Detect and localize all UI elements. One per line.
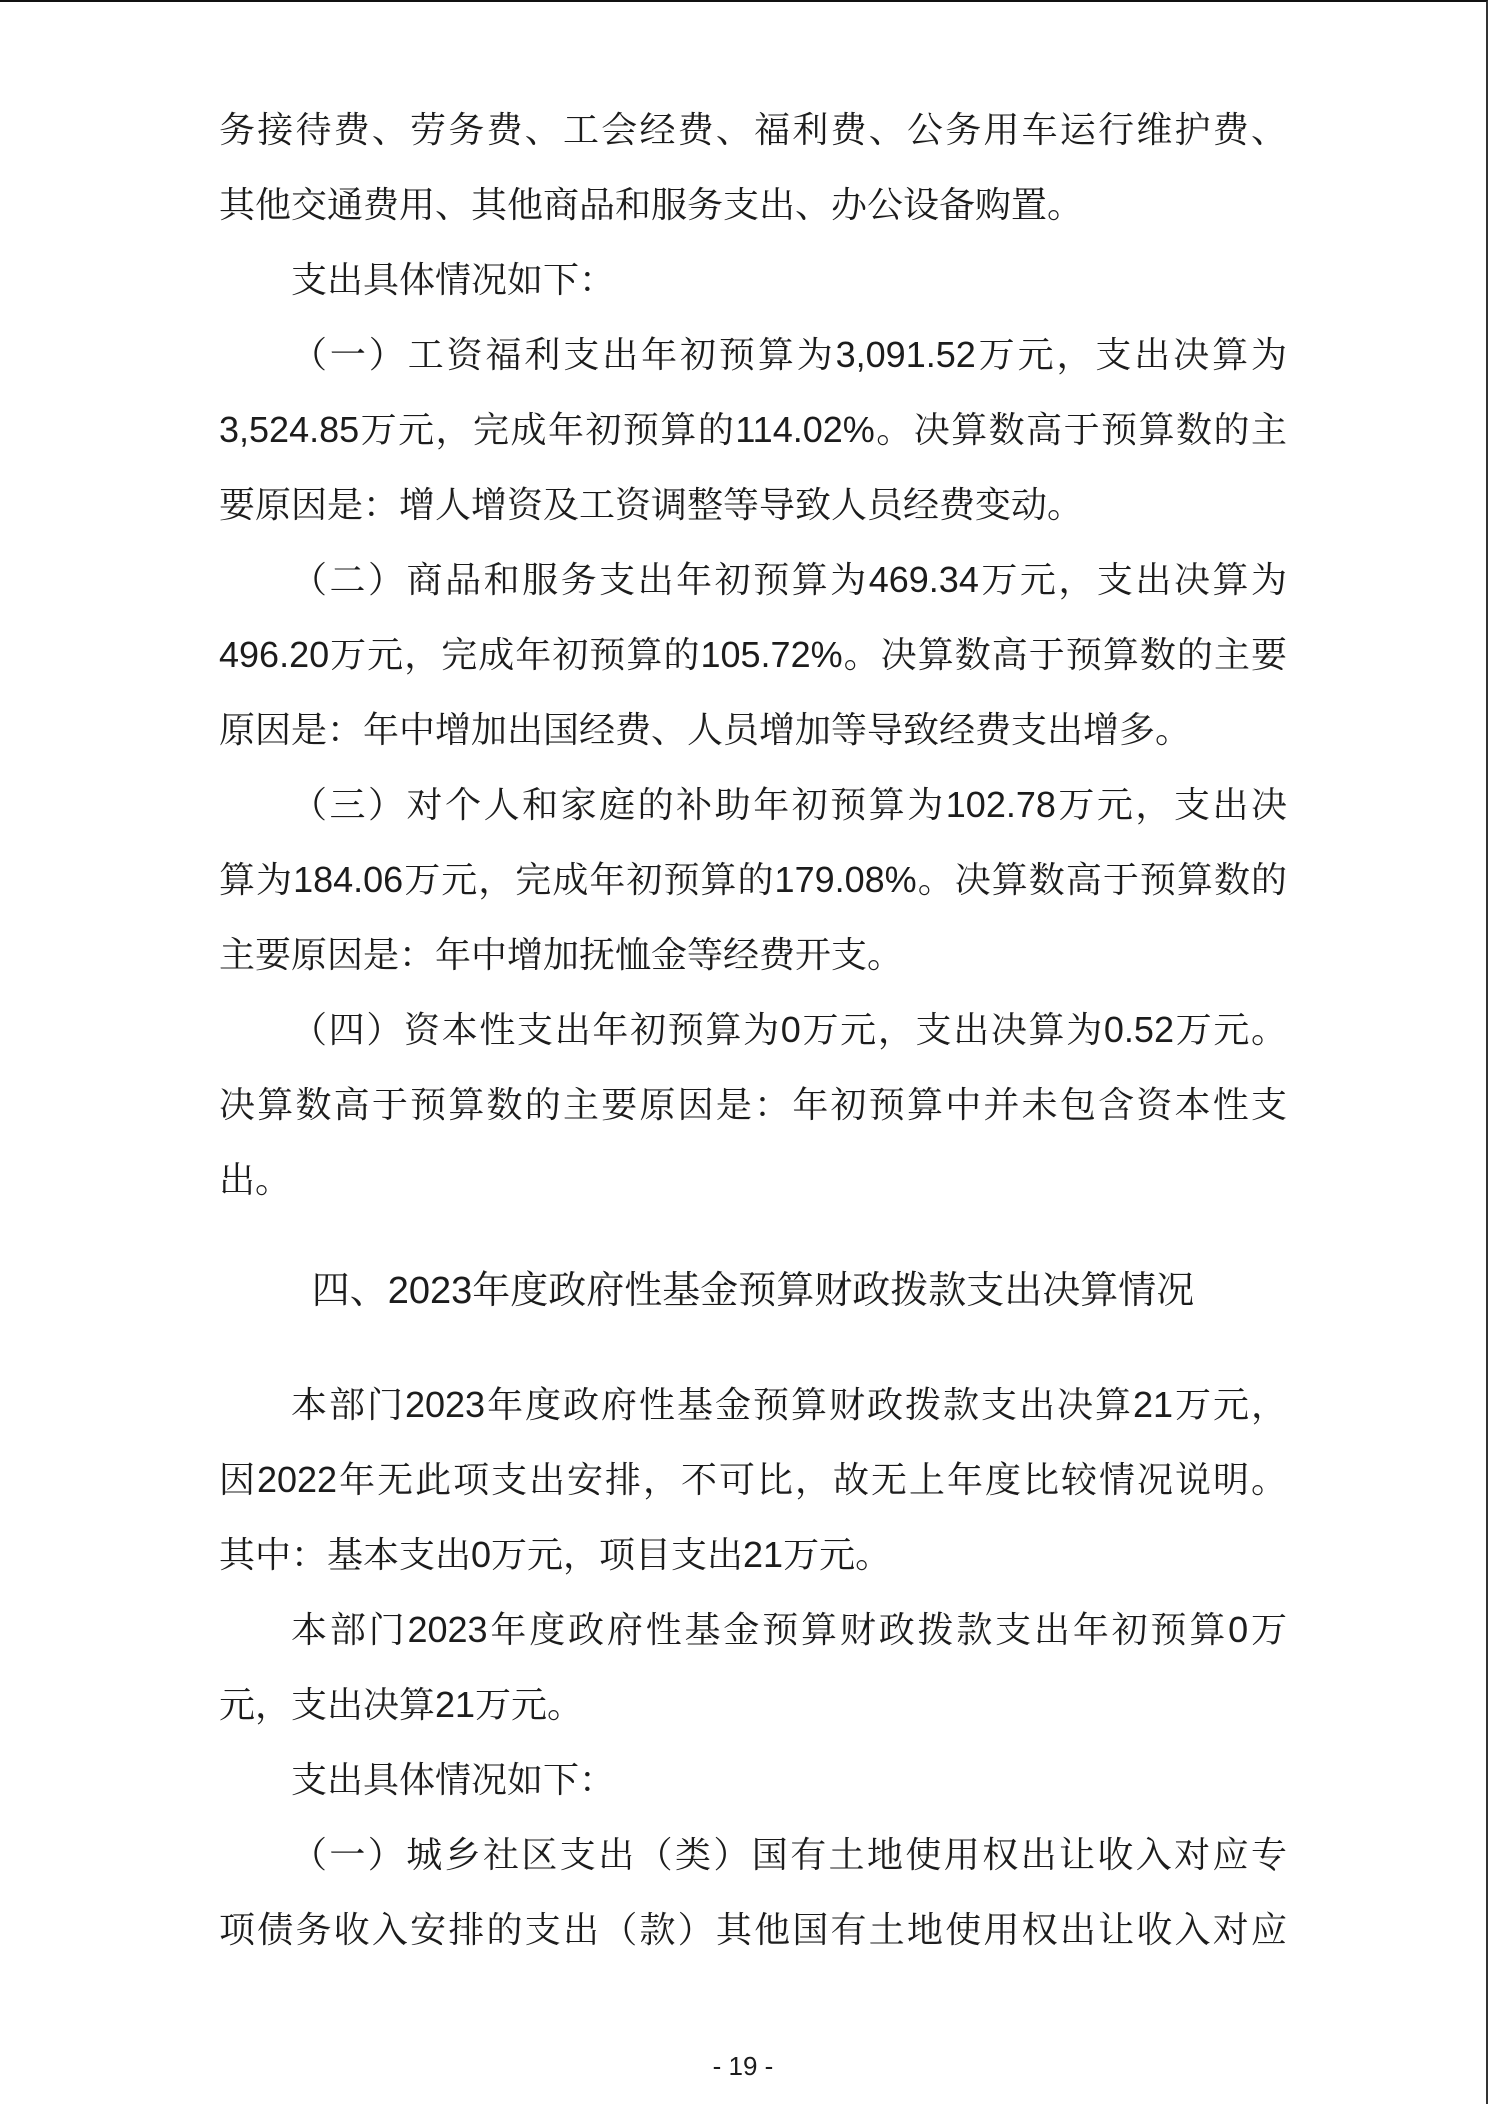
paragraph bbox=[219, 242, 1287, 317]
paragraph bbox=[219, 1742, 1287, 1817]
text-line: 要原因是：增人增资及工资调整等导致人员经费变动。 bbox=[219, 484, 1084, 525]
paragraph bbox=[219, 767, 1287, 992]
text-line: （一）工资福利支出年初预算为3,091.52万元，支出决算为 bbox=[291, 334, 1287, 375]
text-line: （二）商品和服务支出年初预算为469.34万元，支出决算为 bbox=[291, 559, 1287, 600]
text-line: 本部门2023年度政府性基金预算财政拨款支出年初预算0万 bbox=[291, 1609, 1287, 1650]
paragraph bbox=[219, 317, 1287, 542]
paragraph bbox=[219, 1592, 1287, 1742]
page-number: - 19 - bbox=[712, 2051, 774, 2081]
text-line: 本部门2023年度政府性基金预算财政拨款支出决算21万元， bbox=[291, 1384, 1287, 1425]
text-line: 支出具体情况如下： bbox=[291, 1759, 616, 1800]
text-line: 496.20万元，完成年初预算的105.72%。决算数高于预算数的主要 bbox=[219, 634, 1287, 675]
text-line: （一）城乡社区支出（类）国有土地使用权出让收入对应专 bbox=[291, 1834, 1287, 1875]
text-line: 3,524.85万元，完成年初预算的114.02%。决算数高于预算数的主 bbox=[219, 409, 1287, 450]
text-line: 决算数高于预算数的主要原因是：年初预算中并未包含资本性支 bbox=[219, 1084, 1287, 1125]
text-line: 项债务收入安排的支出（款）其他国有土地使用权出让收入对应 bbox=[219, 1909, 1287, 1950]
paragraph bbox=[219, 1817, 1287, 1967]
text-line: 原因是：年中增加出国经费、人员增加等导致经费支出增多。 bbox=[219, 709, 1192, 750]
text-line: 务接待费、劳务费、工会经费、福利费、公务用车运行维护费、 bbox=[219, 109, 1287, 150]
text-line: 因2022年无此项支出安排，不可比，故无上年度比较情况说明。 bbox=[219, 1459, 1287, 1500]
body-column bbox=[219, 92, 1287, 1967]
text-line: （四）资本性支出年初预算为0万元，支出决算为0.52万元。 bbox=[291, 1009, 1287, 1050]
text-line: 其他交通费用、其他商品和服务支出、办公设备购置。 bbox=[219, 184, 1084, 225]
text-line: 元，支出决算21万元。 bbox=[219, 1684, 584, 1725]
paragraph bbox=[219, 542, 1287, 767]
section-heading: 四、2023年度政府性基金预算财政拨款支出决算情况 bbox=[311, 1270, 1195, 1312]
text-line: 其中：基本支出0万元，项目支出21万元。 bbox=[219, 1534, 892, 1575]
text-line: 出。 bbox=[219, 1159, 292, 1200]
text-line: （三）对个人和家庭的补助年初预算为102.78万元，支出决 bbox=[291, 784, 1287, 825]
paragraph bbox=[219, 1367, 1287, 1592]
paragraph bbox=[219, 92, 1287, 242]
text-line: 算为184.06万元，完成年初预算的179.08%。决算数高于预算数的 bbox=[219, 859, 1287, 900]
text-line: 主要原因是：年中增加抚恤金等经费开支。 bbox=[219, 934, 904, 975]
paragraph bbox=[219, 992, 1287, 1217]
text-line: 支出具体情况如下： bbox=[291, 259, 616, 300]
